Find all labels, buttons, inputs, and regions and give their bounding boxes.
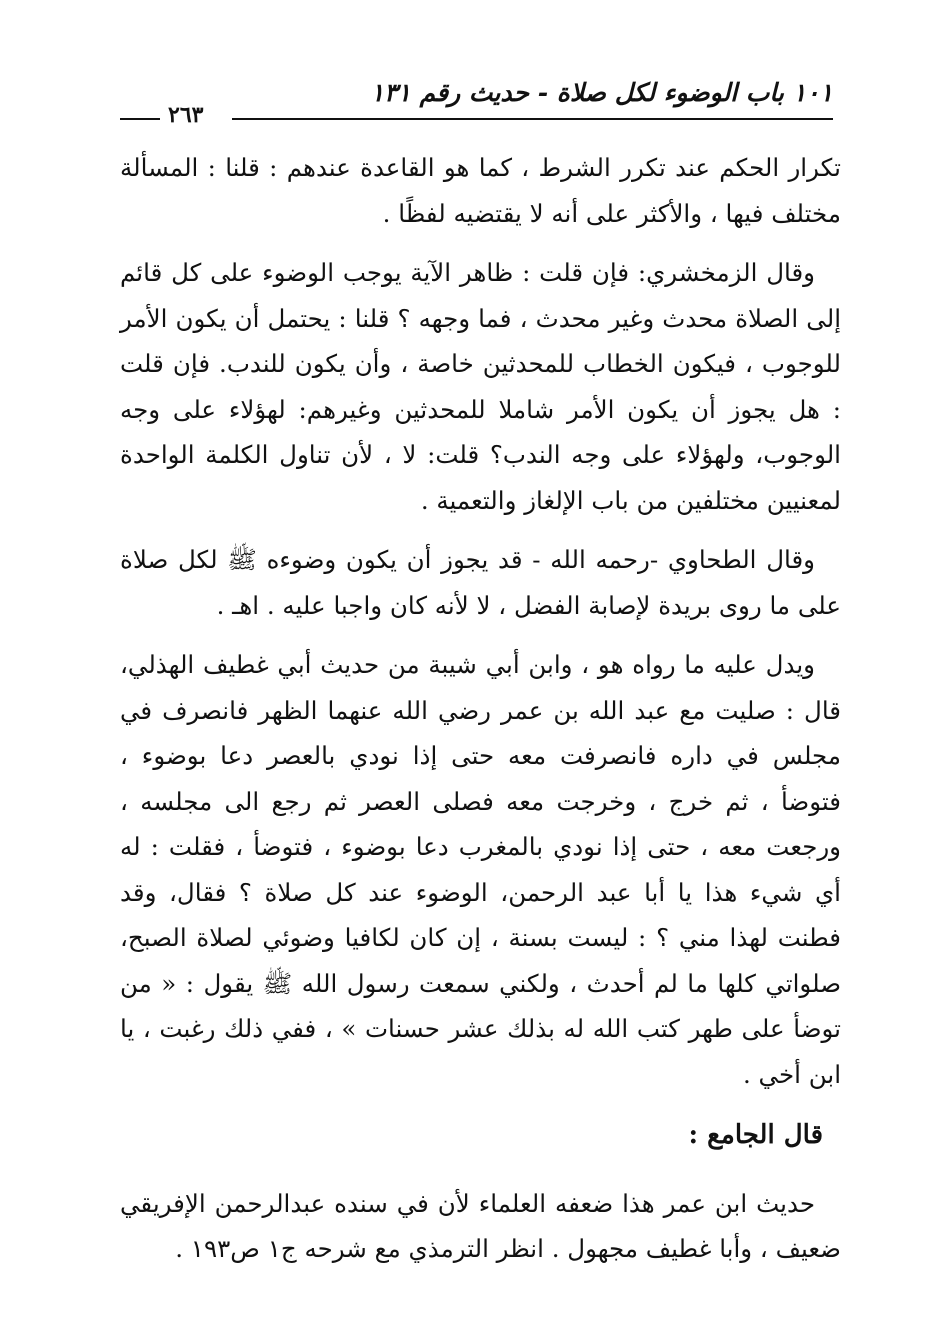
paragraph-note: حديث ابن عمر هذا ضعفه العلماء لأن في سنده عبدالرحمن الإفريقي ضعيف ، وأبا غطيف مجهول . انظر الترمذي مع شرحه ج١ ص١٩٣ . [120,1189,841,1263]
paragraph-gap [120,523,841,537]
chapter-title: ١٠١ باب الوضوء لكل صلاة - حديث رقم ١٣١ [370,78,833,107]
paragraph-gap [120,236,841,250]
section-heading: قال الجامع : [688,1120,823,1150]
paragraph-continuation: تكرار الحكم عند تكرر الشرط ، كما هو القاعدة عندهم : قلنا : المسألة مختلف فيها ، والأكثر على أنه لا يقتضيه لفظًا . [120,153,841,228]
paragraph-gap [120,628,841,642]
running-header [120,78,833,128]
page-number: ٢٦٣ [162,102,209,128]
main-text [120,145,841,1271]
paragraph-zamakhshari: وقال الزمخشري: فإن قلت : ظاهر الآية يوجب الوضوء على كل قائم إلى الصلاة محدث وغير محدث ، فما وجهه ؟ قلنا : يحتمل أن يكون الأمر للوجوب ، فيكون الخطاب للمحدثين خاصة ، وأن يكون للندب. فإن قلت : هل يجوز أن يكون الأمر شاملا للمحدثين وغيرهم: لهؤلاء على وجه الوجوب، ولهؤلاء على وجه الندب؟ قلت: لا ، لأن تناول الكلمة الواحدة لمعنيين مختلفين من باب الإلغاز والتعمية . [120,258,841,515]
header-rule [232,118,833,120]
page-number-dash [120,118,160,120]
paragraph-hadith-report: ويدل عليه ما رواه هو ، وابن أبي شيبة من حديث أبي غطيف الهذلي، قال : صليت مع عبد الله بن عمر رضي الله عنهما الظهر فانصرف في مجلس في داره فانصرفت معه حتى إذا نودي بالعصر دعا بوضوء ، فتوضأ ، ثم خرج ، وخرجت معه فصلى العصر ثم رجع الى مجلسه ، ورجعت معه ، حتى إذا نودي بالمغرب دعا بوضوء ، فتوضأ ، فقلت : له أي شيء هذا يا أبا عبد الرحمن، الوضوء عند كل صلاة ؟ فقال، وقد فطنت لهذا مني ؟ : ليست بسنة ، إن كان لكافيا وضوئي لصلاة الصبح، صلواتي كلها ما لم أحدث ، ولكني سمعت رسول الله ﷺ يقول : « من توضأ على طهر كتب الله له بذلك عشر حسنات » ، ففي ذلك رغبت ، يا ابن أخي . [120,650,841,1089]
notes-block [120,1181,841,1271]
paragraph-tahawi: وقال الطحاوي -رحمه الله - قد يجوز أن يكون وضوءه ﷺ لكل صلاة على ما روى بريدة لإصابة الفضل ، لا لأنه كان واجبا عليه . اهـ . [120,545,841,620]
